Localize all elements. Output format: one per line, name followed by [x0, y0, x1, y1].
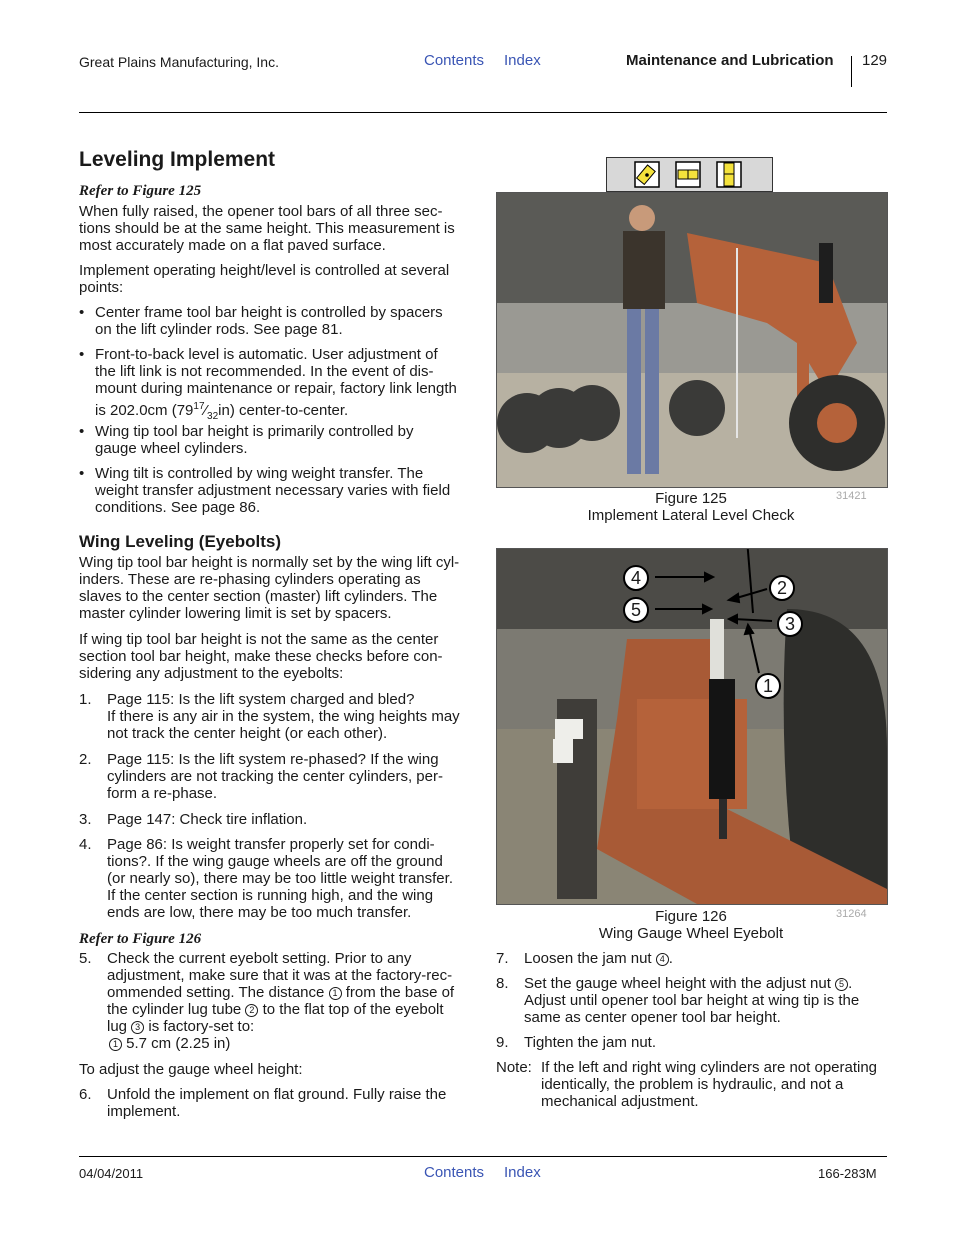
step-item: 1. Page 115: Is the lift system charged and bled? If there is any air in the system, the wing heights may not track the center height (or each other). — [79, 691, 460, 742]
figure-126-caption: Figure 126 Wing Gauge Wheel Eyebolt — [598, 908, 784, 942]
bullet-item: • Wing tilt is controlled by wing weight transfer. The weight transfer adjustment necessary varies with field conditions. See page 86. — [79, 465, 451, 516]
section-subtitle: Wing Leveling (Eyebolts) — [79, 532, 281, 551]
wing-paragraph: Wing tip tool bar height is normally set by the wing lift cyl- inders. These are re-phasing cylinders operating as slaves to the center section (master) lift cylinders. The master cylinder lowering limit is set by spacers. — [79, 554, 460, 622]
figure-125-number: 31421 — [836, 490, 867, 502]
note-label: Note: — [496, 1059, 532, 1076]
bullet-item: • Center frame tool bar height is controlled by spacers on the lift cylinder rods. See page 81. — [79, 304, 443, 338]
callout-1-marker: 1 — [329, 987, 342, 1000]
step-item: 8. Set the gauge wheel height with the adjust nut 5 . Adjust until opener tool bar height at wing tip is the same as center opener tool bar height. — [496, 975, 860, 1026]
step-item: 4. Page 86: Is weight transfer properly set for condi- tions?. If the wing gauge wheels are off the ground (or nearly so), there may be too little weight transfer. If the center section is running high, and the wing ends are low, there may be too much transfer. — [79, 836, 453, 921]
callout-4: 4 — [623, 565, 649, 591]
figure-reference: Refer to Figure 125 — [79, 183, 202, 199]
header-contents-link[interactable]: Contents — [424, 52, 485, 69]
tilted-level-icon — [635, 162, 659, 187]
footer-doc-number: 166-283M — [818, 1166, 877, 1181]
callout-1: 1 — [755, 673, 781, 699]
figure-125-photo — [496, 192, 888, 488]
note: Note: If the left and right wing cylinders are not operating identically, the problem is hydraulic, and not a mechanical adjustment. — [496, 1059, 878, 1110]
footer-date: 04/04/2011 — [79, 1166, 144, 1181]
header-section: Maintenance and Lubrication — [626, 52, 834, 69]
callout-2: 2 — [769, 575, 795, 601]
callout-1-marker: 1 — [109, 1038, 122, 1051]
step-item: 7. Loosen the jam nut 4 . — [496, 950, 673, 967]
callout-5-marker: 5 — [835, 978, 848, 991]
callout-3: 3 — [777, 611, 803, 637]
figure-reference: Refer to Figure 126 — [79, 931, 202, 947]
step-item: 2. Page 115: Is the lift system re-phased? If the wing cylinders are not tracking the center cylinders, per- form a re-phase. — [79, 751, 443, 802]
points-paragraph: Implement operating height/level is controlled at several points: — [79, 262, 450, 296]
figure-126-photo — [496, 548, 888, 905]
figure-125-caption: Figure 125 Implement Lateral Level Check — [587, 490, 795, 524]
bullet-item: • Front-to-back level is automatic. User adjustment of the lift link is not recommended. In the event of dis- mount during maintenance or repair, factory link length is 202.0cm $(79^{17}⁄_{32}in)$ center-to-center. — [79, 346, 457, 422]
step-item: 6. Unfold the implement on flat ground. Fully raise the implement. — [79, 1086, 447, 1120]
step-item: 9. Tighten the jam nut. — [496, 1034, 657, 1051]
callout-2-marker: 2 — [245, 1004, 258, 1017]
checks-paragraph: If wing tip tool bar height is not the same as the center section tool bar height, make these checks before con- sidering any adjustment to the eyebolts: — [79, 631, 443, 682]
vertical-level-icon — [717, 162, 741, 187]
header-divider — [851, 56, 852, 87]
level-icons-bar — [606, 157, 773, 192]
adjust-intro: To adjust the gauge wheel height: — [79, 1061, 303, 1078]
header-index-link[interactable]: Index — [504, 52, 541, 69]
callout-4-marker: 4 — [656, 953, 669, 966]
header-company: Great Plains Manufacturing, Inc. — [79, 54, 279, 70]
step-item: 5. Check the current eyebolt setting. Prior to any adjustment, make sure that it was at the factory-rec- ommended setting. The distance 1 from the base of the cylinder lug tube 2 to the flat top of the eyebolt lug 3 is factory-set to: 1 5.7 cm (2.25 in) — [79, 950, 455, 1052]
footer-index-link[interactable]: Index — [504, 1164, 541, 1181]
footer-rule — [79, 1156, 887, 1157]
callout-3-marker: 3 — [131, 1021, 144, 1034]
figure-126-number: 31264 — [836, 908, 867, 920]
footer-contents-link[interactable]: Contents — [424, 1164, 485, 1181]
intro-paragraph: When fully raised, the opener tool bars of all three sec- tions should be at the same height. This measurement is most accurately made on a flat paved surface. — [79, 203, 455, 254]
page-title: Leveling Implement — [79, 148, 276, 171]
horizontal-level-icon — [676, 162, 700, 187]
callout-5: 5 — [623, 597, 649, 623]
bullet-item: • Wing tip tool bar height is primarily controlled by gauge wheel cylinders. — [79, 423, 414, 457]
header-rule — [79, 112, 887, 113]
step-item: 3. Page 147: Check tire inflation. — [79, 811, 308, 828]
page-number: 129 — [862, 52, 888, 69]
